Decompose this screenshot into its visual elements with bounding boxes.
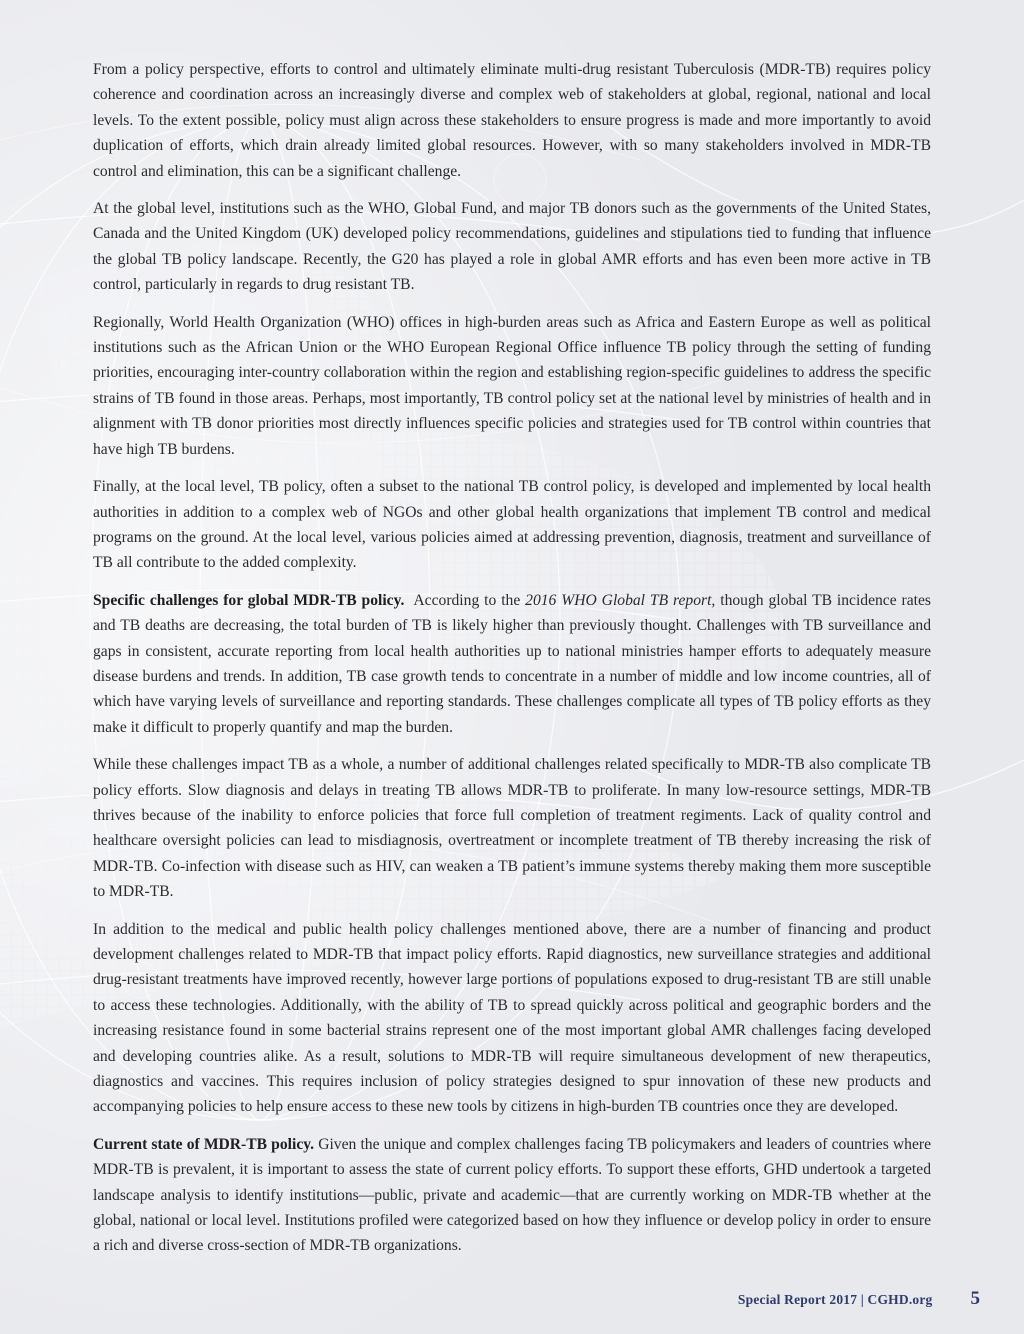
- paragraph-global-level: At the global level, institutions such as the WHO, Global Fund, and major TB donors such as the governments of the United States, Canada and the United Kingdom (UK) developed policy recommendations, guidelines and stipulations tied to funding that influence the global TB policy landscape. Recently, the G20 has played a role in global AMR efforts and has even been more active in TB control, particularly in regards to drug resistant TB.: [93, 200, 931, 294]
- paragraph-mdr-tb-challenges: While these challenges impact TB as a whole, a number of additional challenges related specifically to MDR-TB also complicate TB policy efforts. Slow diagnosis and delays in treating TB allows MDR-TB to proliferate. In many low-resource settings, MDR-TB thrives because of the inability to enforce policies that force full completion of treatment regiments. Lack of quality control and healthcare oversight policies can lead to misdiagnosis, overtreatment or incomplete treatment of TB thereby increasing the risk of MDR-TB. Co-infection with disease such as HIV, can weaken a TB patient’s immune systems thereby making them more susceptible to MDR-TB.: [93, 756, 931, 901]
- paragraph-financing-challenges: In addition to the medical and public health policy challenges mentioned above, there are a number of financing and product development challenges related to MDR-TB that impact policy efforts. Rapid diagnostics, new surveillance strategies and additional drug-resistant treatments have improved recently, however large portions of populations exposed to drug-resistant TB are still unable to access these technologies. Additionally, with the ability of TB to spread quickly across political and geographic borders and the increasing resistance found in some bacterial strains represent one of the most important global AMR challenges facing developed and developing countries alike. As a result, solutions to MDR-TB will require simultaneous development of new therapeutics, diagnostics and vaccines. This requires inclusion of policy strategies designed to spur innovation of these new products and accompanying policies to help ensure access to these new tools by citizens in high-burden TB countries once they are developed.: [93, 920, 931, 1116]
- paragraph-local-level: Finally, at the local level, TB policy, often a subset to the national TB control policy, is developed and implemented by local health authorities in addition to a complex web of NGOs and other global health organizations that implement TB control and medical programs on the ground. At the local level, various policies aimed at addressing prevention, diagnosis, treatment and surveillance of TB all contribute to the added complexity.: [93, 478, 931, 572]
- footer-report-label: Special Report 2017 | CGHD.org: [737, 1292, 933, 1307]
- page-footer: [738, 1288, 980, 1310]
- report-title-citation: 2016 WHO Global TB report,: [525, 591, 716, 609]
- paragraph-current-state: Current state of MDR-TB policy. Given the unique and complex challenges facing TB policymakers and leaders of countries where MDR-TB is prevalent, it is important to assess the state of current policy efforts. To support these efforts, GHD undertook a targeted landscape analysis to identify institutions—public, private and academic—that are currently working on MDR-TB whether at the global, national or local level. Institutions profiled were categorized based on how they influence or develop policy in order to ensure a rich and diverse cross-section of MDR-TB organizations.: [93, 1135, 931, 1255]
- report-body: [93, 57, 931, 1271]
- paragraph-regional-level: Regionally, World Health Organization (WHO) offices in high-burden areas such as Africa and Eastern Europe as well as political institutions such as the African Union or the WHO European Regional Office influence TB policy through the setting of funding priorities, encouraging inter-country collaboration within the region and establishing region-specific guidelines to address the specific strains of TB found in those areas. Perhaps, most importantly, TB control policy set at the national level by ministries of health and in alignment with TB donor priorities most directly influences specific policies and strategies used for TB control within countries that have high TB burdens.: [93, 313, 931, 458]
- section-heading-specific-challenges: Specific challenges for global MDR-TB policy.: [93, 591, 405, 609]
- paragraph-specific-challenges: Specific challenges for global MDR-TB policy. According to the 2016 WHO Global TB report, though global TB incidence rates and TB deaths are decreasing, the total burden of TB is likely higher than previously thought. Challenges with TB surveillance and gaps in consistent, accurate reporting from local health authorities up to national ministries hamper efforts to adequately measure disease burdens and trends. In addition, TB case growth tends to concentrate in a number of middle and low income countries, all of which have varying levels of surveillance and reporting standards. These challenges complicate all types of TB policy efforts as they make it difficult to properly quantify and map the burden.: [93, 591, 931, 736]
- paragraph-policy-perspective: From a policy perspective, efforts to control and ultimately eliminate multi-drug resistant Tuberculosis (MDR-TB) requires policy coherence and coordination across an increasingly diverse and complex web of stakeholders at global, regional, national and local levels. To the extent possible, policy must align across these stakeholders to ensure progress is made and more importantly to avoid duplication of efforts, which drain already limited global resources. However, with so many stakeholders involved in MDR-TB control and elimination, this can be a significant challenge.: [93, 61, 931, 180]
- section-heading-current-state: Current state of MDR-TB policy.: [93, 1135, 315, 1153]
- page-number: 5: [970, 1288, 980, 1309]
